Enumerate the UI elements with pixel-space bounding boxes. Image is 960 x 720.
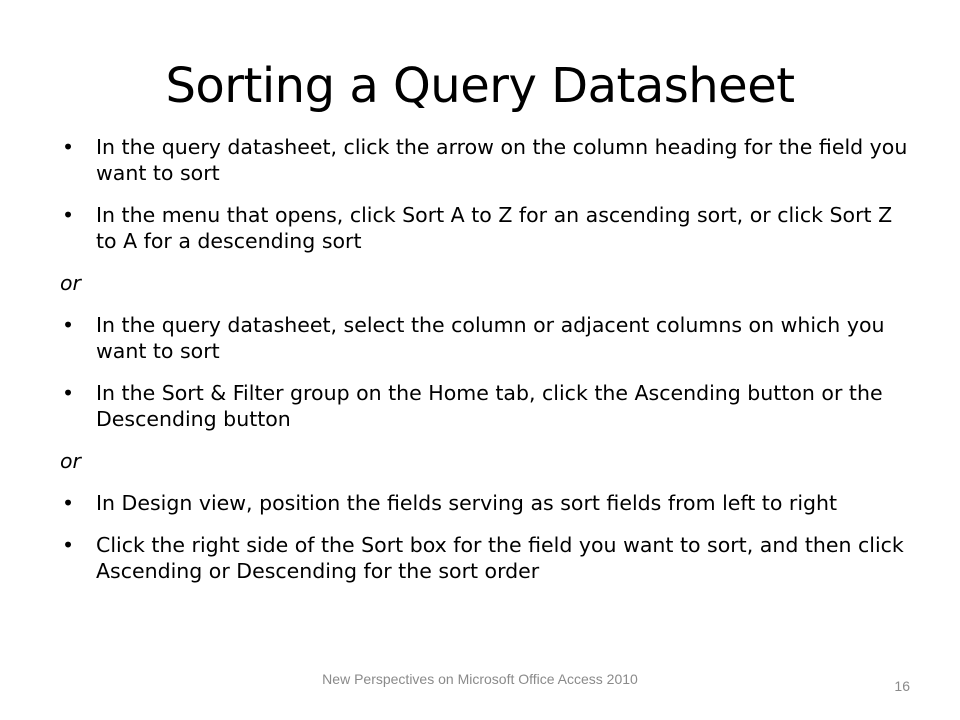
bullet-item	[60, 490, 910, 516]
slide-title: Sorting a Query Datasheet	[165, 58, 795, 114]
bullet-item	[60, 312, 910, 364]
bullet-text: In the menu that opens, click Sort A to Z for an ascending sort, or click Sort Z to A for a descending sort	[96, 203, 893, 253]
bullet-text: In the query datasheet, select the column or adjacent columns on which you want to sort	[96, 313, 885, 363]
bullet-icon: •	[61, 533, 75, 557]
slide-content	[60, 134, 910, 600]
bullet-text: Click the right side of the Sort box for the field you want to sort, and then click Ascending or Descending for the sort order	[96, 533, 904, 583]
bullet-icon: •	[61, 313, 75, 337]
or-separator: or	[60, 271, 81, 295]
bullet-icon: •	[61, 381, 75, 405]
bullet-icon: •	[61, 135, 75, 159]
bullet-item	[60, 202, 910, 254]
bullet-item	[60, 380, 910, 432]
bullet-icon: •	[61, 203, 75, 227]
bullet-icon: •	[61, 491, 75, 515]
bullet-text: In the query datasheet, click the arrow on the column heading for the field you want to sort	[96, 135, 908, 185]
bullet-text: In Design view, position the fields serving as sort fields from left to right	[96, 491, 838, 515]
or-separator: or	[60, 449, 81, 473]
page-number: 16	[894, 678, 910, 694]
bullet-item	[60, 134, 910, 186]
bullet-item	[60, 532, 910, 584]
bullet-text: In the Sort & Filter group on the Home tab, click the Ascending button or the Descending button	[96, 381, 883, 431]
footer-text: New Perspectives on Microsoft Office Access 2010	[322, 671, 638, 687]
